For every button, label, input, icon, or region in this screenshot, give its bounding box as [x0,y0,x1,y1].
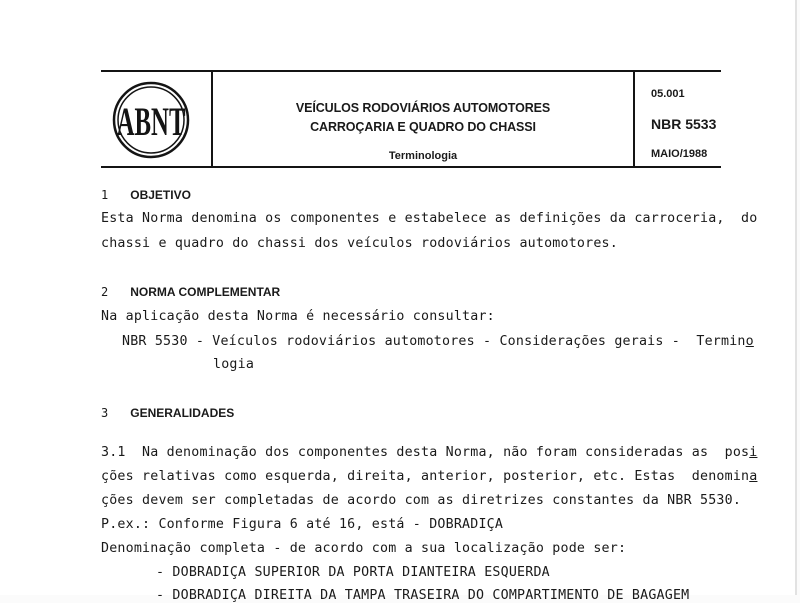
document-subtitle: Terminologia [388,150,458,162]
publication-date: MAIO/1988 [651,148,708,160]
hyphen-underline: a [749,469,758,484]
hyphen-underline: o [745,334,754,349]
section-heading-1 [101,188,191,202]
section-heading-2 [101,285,280,299]
paragraph-line [101,469,757,484]
reference-text: NBR 5530 - Veículos rodoviários automotores - Considerações gerais - Termin [122,334,746,349]
section-title: GENERALIDADES [130,406,235,420]
paragraph-line: chassi e quadro do chassi dos veículos rodoviários automotores. [101,236,618,251]
section-number: 2 [101,285,109,299]
title-block [213,72,633,166]
line-text: ções relativas como esquerda, direita, anterior, posterior, etc. Estas denomin [101,469,750,484]
example-item: - DOBRADIÇA SUPERIOR DA PORTA DIANTEIRA ESQUERDA [156,565,550,580]
line-text: 3.1 Na denominação dos componentes desta Norma, não foram consideradas as pos [101,445,750,460]
section-number: 1 [101,188,109,202]
paragraph-line: ções devem ser completadas de acordo com as diretrizes constantes da NBR 5530. [101,493,742,508]
header-bottom-rule [101,166,721,168]
section-number: 3 [101,406,109,420]
reference-line [122,334,754,349]
reference-continuation: logia [213,357,255,372]
paragraph-line: Na aplicação desta Norma é necessário consultar: [101,309,495,324]
document-title-line2: CARROÇARIA E QUADRO DO CHASSI [310,120,536,134]
paragraph-line: P.ex.: Conforme Figura 6 até 16, está - DOBRADIÇA [101,517,504,532]
section-title: OBJETIVO [130,188,191,202]
example-item-clipped: - DOBRADIÇA DIREITA DA TAMPA TRASEIRA DO COMPARTIMENTO DE BAGAGEM [156,588,690,603]
document-title-line1: VEÍCULOS RODOVIÁRIOS AUTOMOTORES [295,101,551,115]
logo-text: ABNT [116,100,186,145]
paragraph-line: Esta Norma denomina os componentes e estabelece as definições da carroceria, do [101,211,758,226]
section-title: NORMA COMPLEMENTAR [130,285,281,299]
classification-code: 05.001 [651,88,685,100]
section-heading-3 [101,406,234,420]
paragraph-line: Denominação completa - de acordo com a sua localização pode ser: [101,541,627,556]
hyphen-underline: i [749,445,758,460]
abnt-logo [112,81,190,159]
paragraph-line [101,445,757,460]
meta-block [635,72,721,166]
standard-number: NBR 5533 [651,116,717,132]
